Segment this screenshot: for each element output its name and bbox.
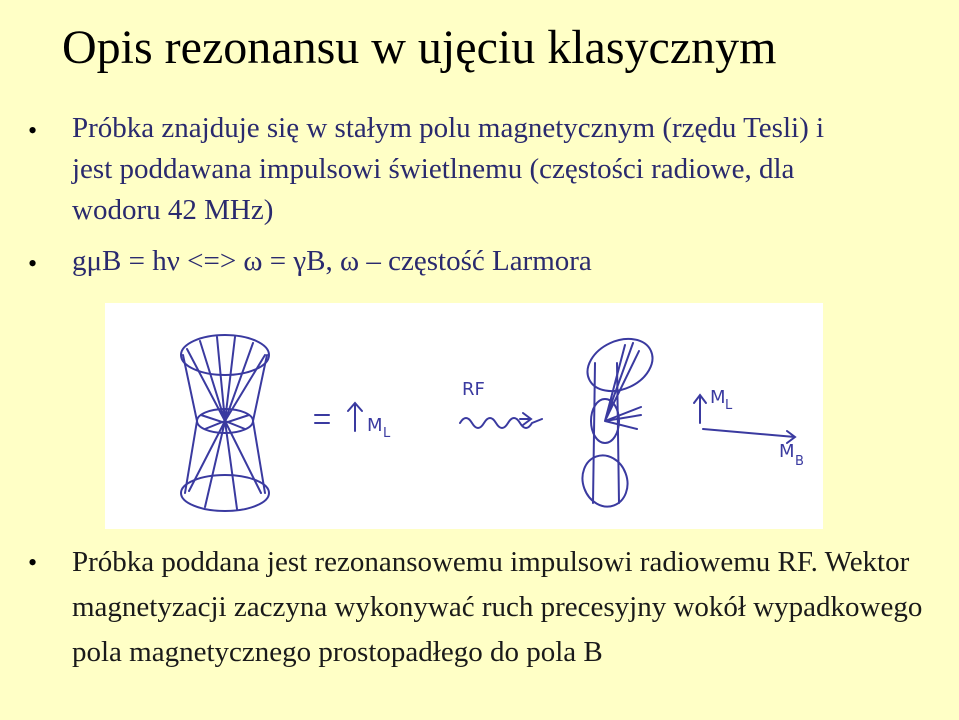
label-ml2-sub: L [725, 398, 733, 413]
bullet-marker: • [28, 116, 38, 145]
label-ml-sub: L [383, 426, 391, 441]
ml2-arrow [694, 395, 706, 423]
label-mb: M [779, 441, 795, 462]
label-rf: RF [462, 379, 485, 400]
right-vectors [605, 343, 641, 429]
bullet-text-equation: gμB = hν <=> ω = γB, ω – częstość Larmora [72, 245, 592, 277]
right-bottom-ellipse [575, 449, 634, 513]
slide-title: Opis rezonansu w ujęciu klasycznym [62, 21, 777, 74]
bullet-text-rf: Próbka poddana jest rezonansowemu impulsowi radiowemu RF. Wektor magnetyzacji zaczyna wykonywać ruch precesyjny wokół wypadkowego pola magnetycznego prostopadłego do pola B [72, 546, 923, 668]
up-vectors [187, 337, 265, 421]
bullet-marker: • [28, 249, 38, 278]
down-vectors [189, 421, 261, 509]
bullet-marker: • [28, 548, 38, 577]
label-ml: M [367, 415, 383, 436]
ml-arrow [348, 403, 362, 431]
rf-wave [460, 413, 542, 428]
bullet-text-sample: Próbka znajduje się w stałym polu magnetycznym (rzędu Tesli) i jest poddawana impulsowi świetlnemu (częstości radiowe, dla wodoru 42 MHz) [72, 112, 825, 226]
precession-drawing [105, 303, 823, 529]
precession-figure [105, 303, 823, 529]
label-ml2: M [710, 387, 726, 408]
label-mb-sub: B [795, 454, 804, 469]
